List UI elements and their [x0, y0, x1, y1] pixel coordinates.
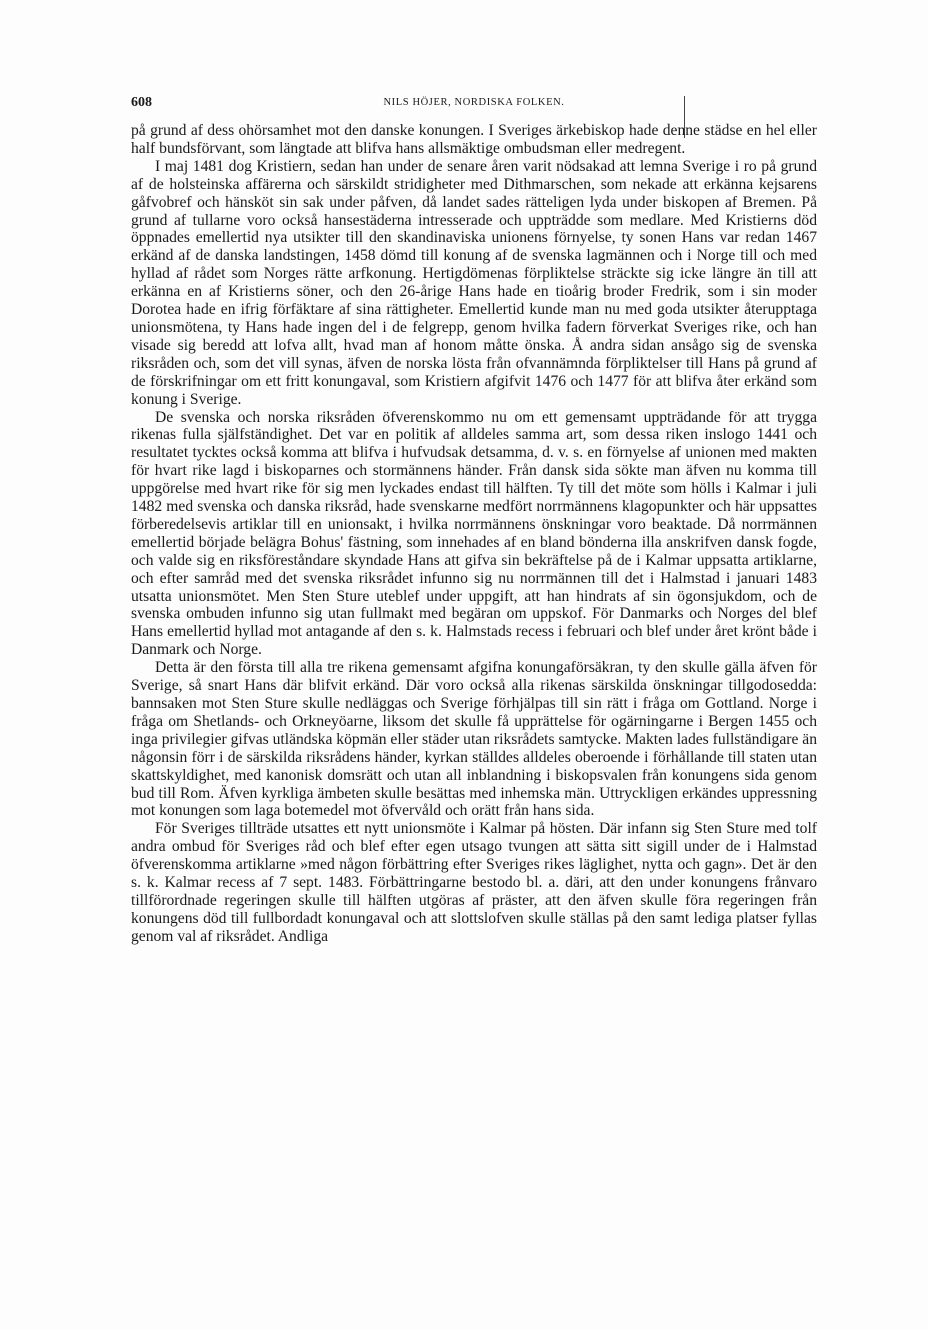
paragraph-3: De svenska och norska riksråden öfverenskommo nu om ett gemensamt uppträdande för att trygga rikenas fulla själfständighet. Det var en politik af alldeles samma art, som dessa riken inslogo 1441 och resultatet tycktes också komma att blifva i hufvudsak detsamma, d. v. s. en förnyelse af unionen med makten för hvart rike lagd i biskoparnes och stormännens händer. Från dansk sida sökte man äfven nu komma till uppgörelse med hvart rike för sig men lyckades endast till hälften. Ty till det möte som hölls i Kalmar i juli 1482 med svenska och danska riksråd, hade svenskarne medfört norrmännens klagopunkter och här uppsattes förberedelsevis artiklar till en unionsakt, i hvilka norrmännens önskningar voro beaktade. Då norrmännen emellertid började belägra Bohus' fästning, som innehades af en bland bönderna illa anskrifven dansk fogde, och valde sig en riksföreståndare skyndade Hans att gifva sin bekräftelse på de i Kalmar uppsatta artiklarne, och efter samråd med det svenska riksrådet infunno sig nu norrmännen till det i Halmstad i januari 1483 utsatta unionsmötet. Men Sten Sture uteblef under uppgift, att han hindrats af sin ögonsjukdom, och de svenska ombuden infunno sig utan fullmakt med begäran om uppskof. För Danmarks och Norges del blef Hans emellertid hyllad mot antagande af den s. k. Halmstads recess i februari och blef under året krönt både i Danmark och Norge.	[131, 408, 817, 659]
body-text	[131, 122, 817, 946]
running-title: NILS HÖJER, NORDISKA FOLKEN.	[383, 97, 565, 108]
paragraph-1: på grund af dess ohörsamhet mot den danske konungen. I Sveriges ärkebiskop hade denne städse en hel eller half bundsförvant, som längtade att blifva hans allsmäktige ombudsman eller medregent.	[131, 122, 817, 157]
page-number: 608	[131, 95, 152, 110]
page-header	[131, 95, 817, 111]
paragraph-4: Detta är den första till alla tre rikena gemensamt afgifna konungaförsäkran, ty den skulle gälla äfven för Sverige, så snart Hans där blifvit erkänd. Där voro också alla rikenas särskilda önskningar tillgodosedda: bannsaken mot Sten Sture skulle nedläggas och Sverige förhjälpas till sin rätt i fråga om Gottland. Norge i fråga om Shetlands- och Orkneyöarne, liksom det skulle få upprättelse för ogärningarne i Bergen 1455 och inga privilegier gifvas utländska köpmän eller städer utan riksrådets samtycke. Makten lades fullständigare än någonsin förr i de särskilda riksrådens händer, kyrkan ställdes alldeles oberoende i förhållande till staten utan skattskyldighet, med kanonisk domsrätt och utan all inblandning i biskopsvalen från konungens sida genom bud till Rom. Äfven kyrkliga ämbeten skulle besättas med inhemska män. Uttryckligen erkändes uppressning mot konungen som laga botemedel mot öfvervåld och orätt från hans sida.	[131, 659, 817, 820]
paragraph-5: För Sveriges tillträde utsattes ett nytt unionsmöte i Kalmar på hösten. Där infann sig Sten Sture med tolf andra ombud för Sveriges råd och blef efter egen utsago tvungen att sätta sitt sigill under de i Halmstad öfverenskomma artiklarne »med någon förbättring efter Sveriges rikes läglighet, nytta och gagn». Det är den s. k. Kalmar recess af 7 sept. 1483. Förbättringarne bestodo bl. a. däri, att den under konungens frånvaro tillförordnade regeringen skulle till hälften utgöras af präster, att den äfven skulle föra regeringen från konungens död till fullbordadt konungaval och att slottslofven skulle ställas på den samt lediga platser fyllas genom val af riksrådet. Andliga	[131, 820, 817, 945]
paragraph-2: I maj 1481 dog Kristiern, sedan han under de senare åren varit nödsakad att lemna Sverige i ro på grund af de holsteinska affärerna och särskildt stridigheter med Dithmarschen, som nekade att erkänna kejsarens gåfvobref och hänsköt sin sak under påfven, då landet sades rätteligen lyda under biskopen af Bremen. På grund af tullarne voro också hansestäderna intresserade och uppträdde som medlare. Med Kristierns död öppnades emellertid nya utsikter till den skandinaviska unionens förnyelse, ty sonen Hans var redan 1467 erkänd af de danska landstingen, 1458 dömd till konung af de svenska lagmännen och i Norge till och med hyllad af rådet som Norges rätte arfkonung. Hertigdömenas förpliktelse sträckte sig icke längre än till att erkänna en af Kristierns söner, och den 26-årige Hans hade en tioårig broder Fredrik, som i sin moder Dorotea hade en ifrig förfäktare af sina rättigheter. Emellertid kunde man nu med goda utsikter återupptaga unionsmötena, ty Hans hade ingen del i de felgrepp, genom hvilka fadern förverkat Sveriges rike, och han visade sig beredd att lofva allt, hvad man af honom måtte önska. Å andra sidan ansågo sig de svenska riksråden och, som det vill synas, äfven de norska lösta från ofvannämnda förpliktelser till Hans på grund af de förskrifningar om ett fritt konungaval, som Kristiern afgifvit 1476 och 1477 för att blifva åter erkänd som konung i Sverige.	[131, 157, 817, 408]
